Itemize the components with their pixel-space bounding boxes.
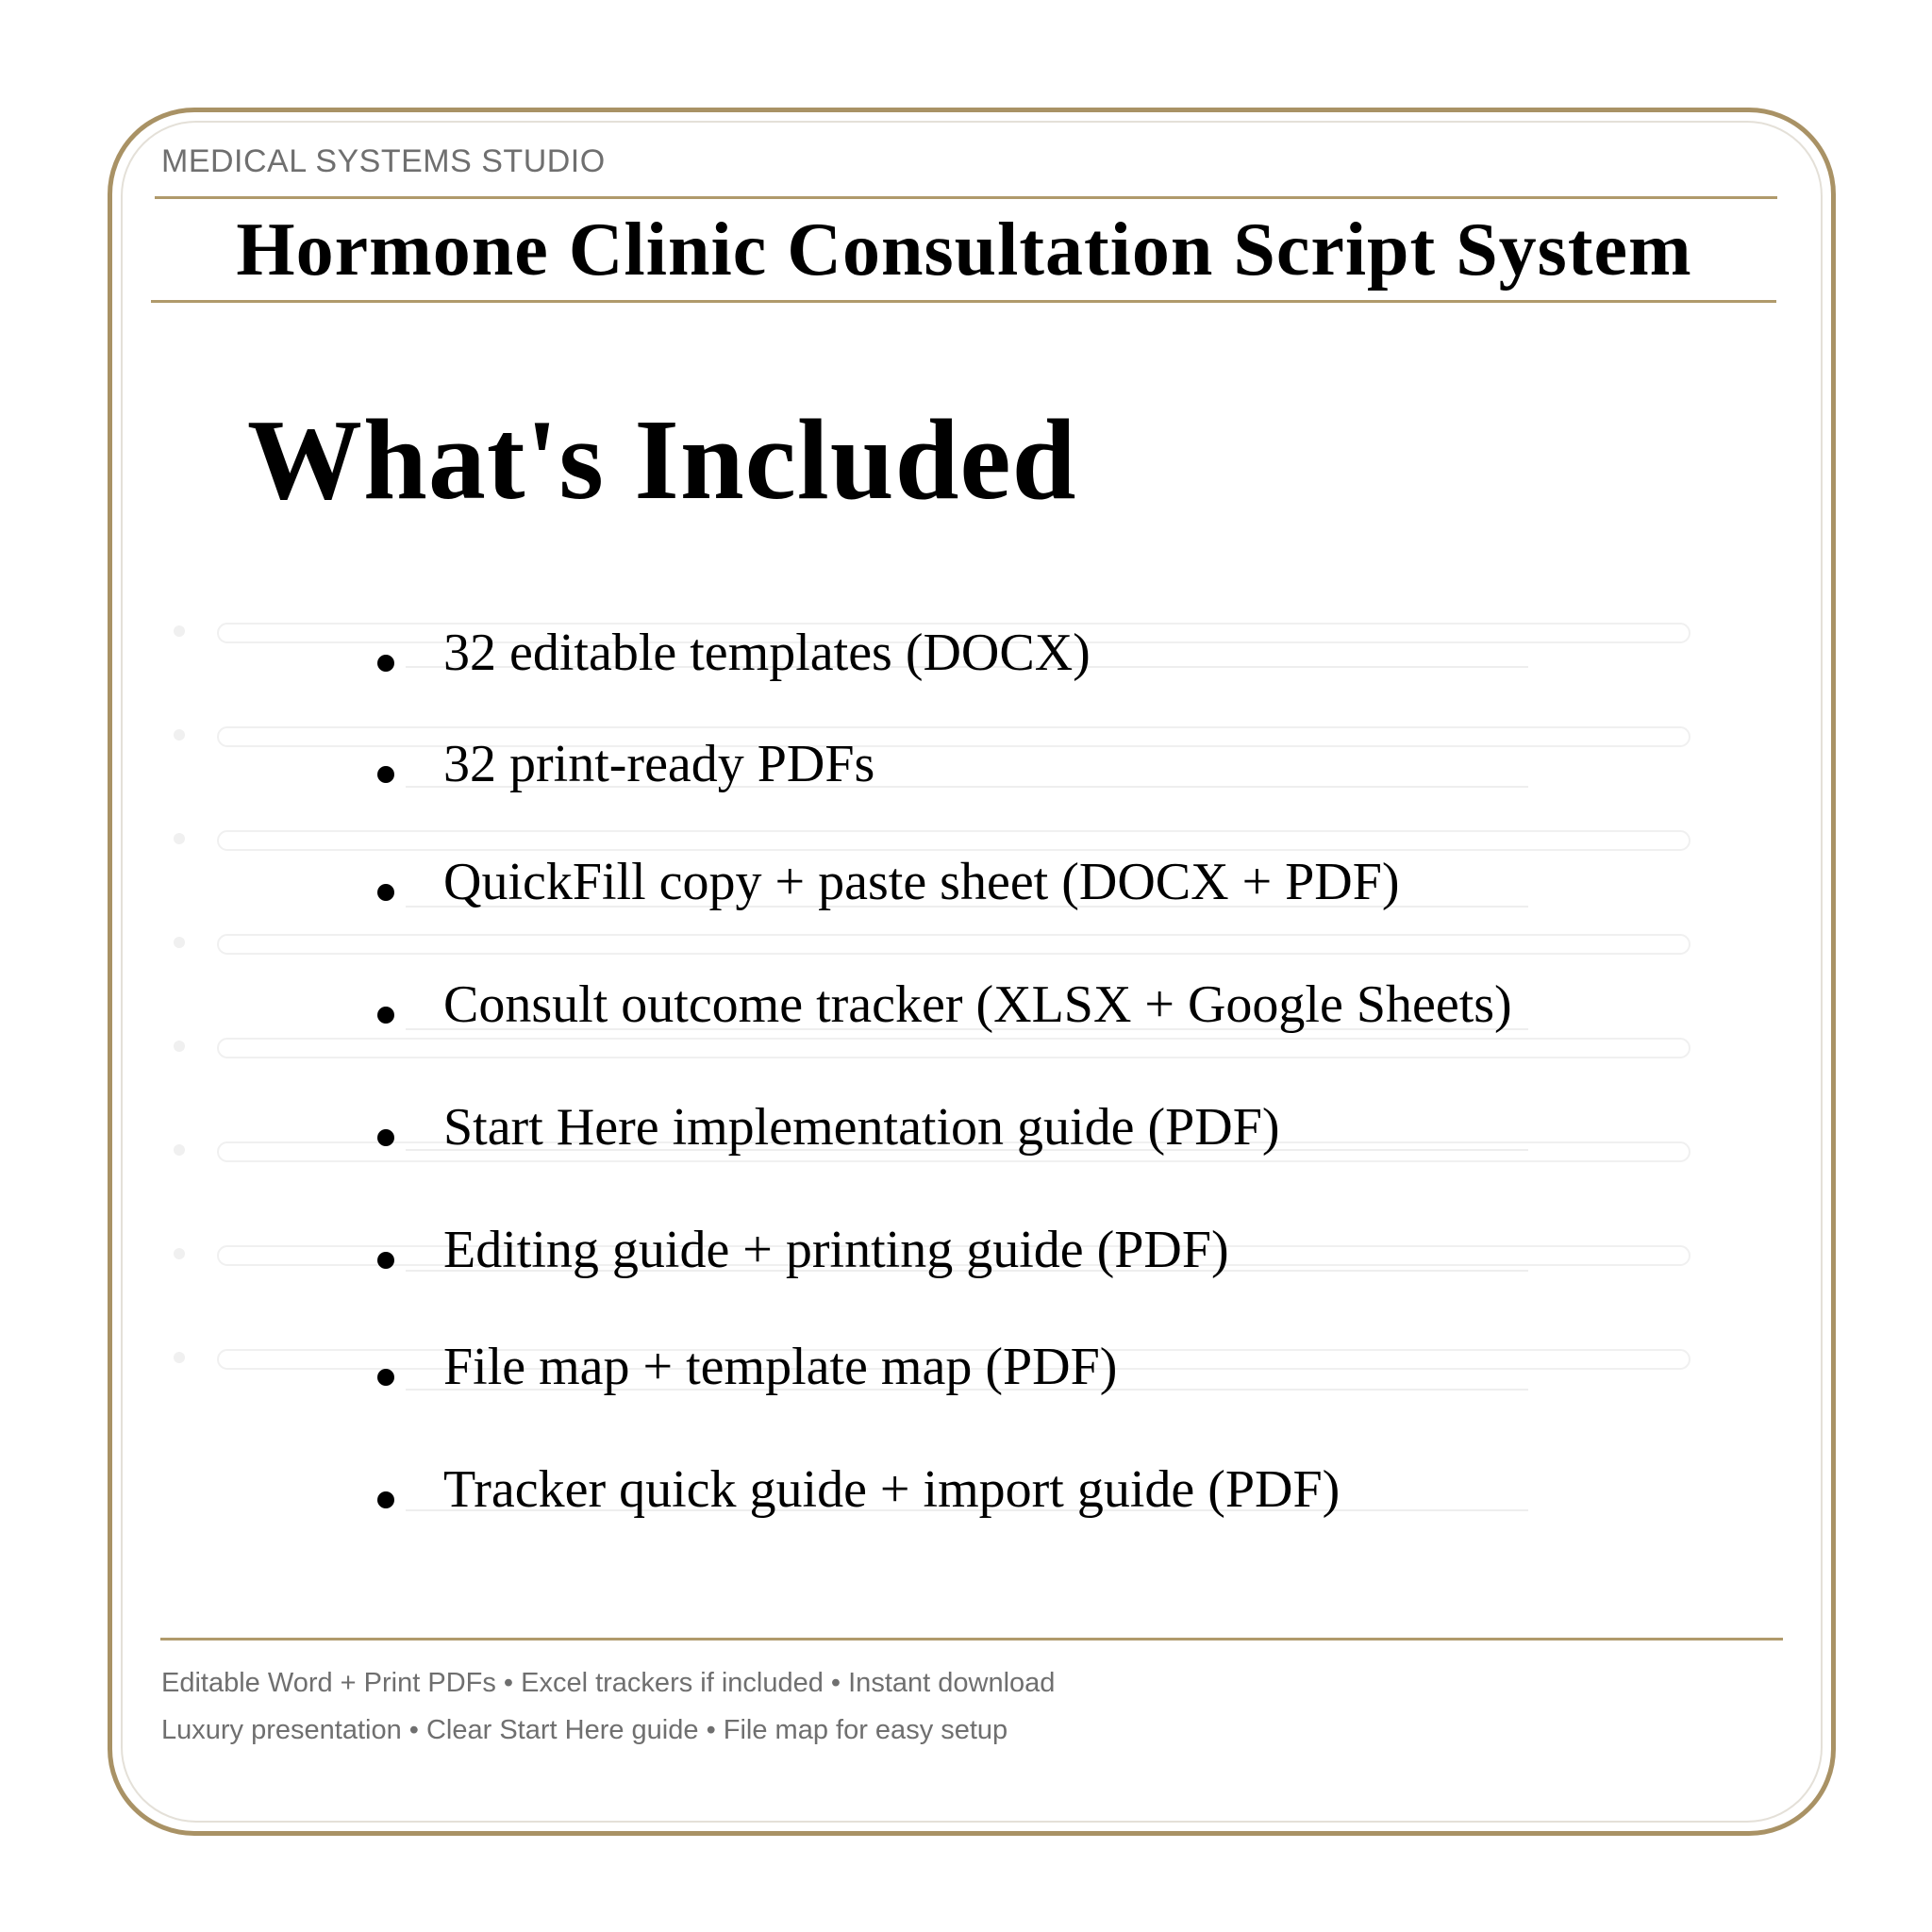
list-item-label: QuickFill copy + paste sheet (DOCX + PDF): [443, 853, 1400, 911]
bullet-icon: [377, 1252, 394, 1269]
bullet-icon: [377, 655, 394, 672]
footer-features-line-1: Editable Word + Print PDFs • Excel trackers if included • Instant download: [161, 1668, 1056, 1698]
list-item-label: Tracker quick guide + import guide (PDF): [443, 1460, 1341, 1519]
footer-divider: [160, 1638, 1783, 1641]
bullet-icon: [377, 1369, 394, 1386]
list-item-label: Consult outcome tracker (XLSX + Google Sheets): [443, 975, 1512, 1034]
section-title: What's Included: [247, 396, 1077, 524]
bullet-icon: [377, 1007, 394, 1024]
bullet-icon: [377, 1491, 394, 1508]
bullet-icon: [377, 884, 394, 901]
bullet-icon: [377, 766, 394, 783]
list-item-label: File map + template map (PDF): [443, 1338, 1118, 1396]
bullet-icon: [377, 1129, 394, 1146]
document-title: Hormone Clinic Consultation Script System: [236, 208, 1692, 291]
list-item-label: Editing guide + printing guide (PDF): [443, 1221, 1229, 1279]
footer-features-line-2: Luxury presentation • Clear Start Here guide • File map for easy setup: [161, 1715, 1008, 1745]
list-item-label: 32 print-ready PDFs: [443, 735, 875, 793]
brand-name: MEDICAL SYSTEMS STUDIO: [161, 143, 606, 179]
list-item-label: Start Here implementation guide (PDF): [443, 1098, 1280, 1157]
list-item-label: 32 editable templates (DOCX): [443, 624, 1091, 682]
